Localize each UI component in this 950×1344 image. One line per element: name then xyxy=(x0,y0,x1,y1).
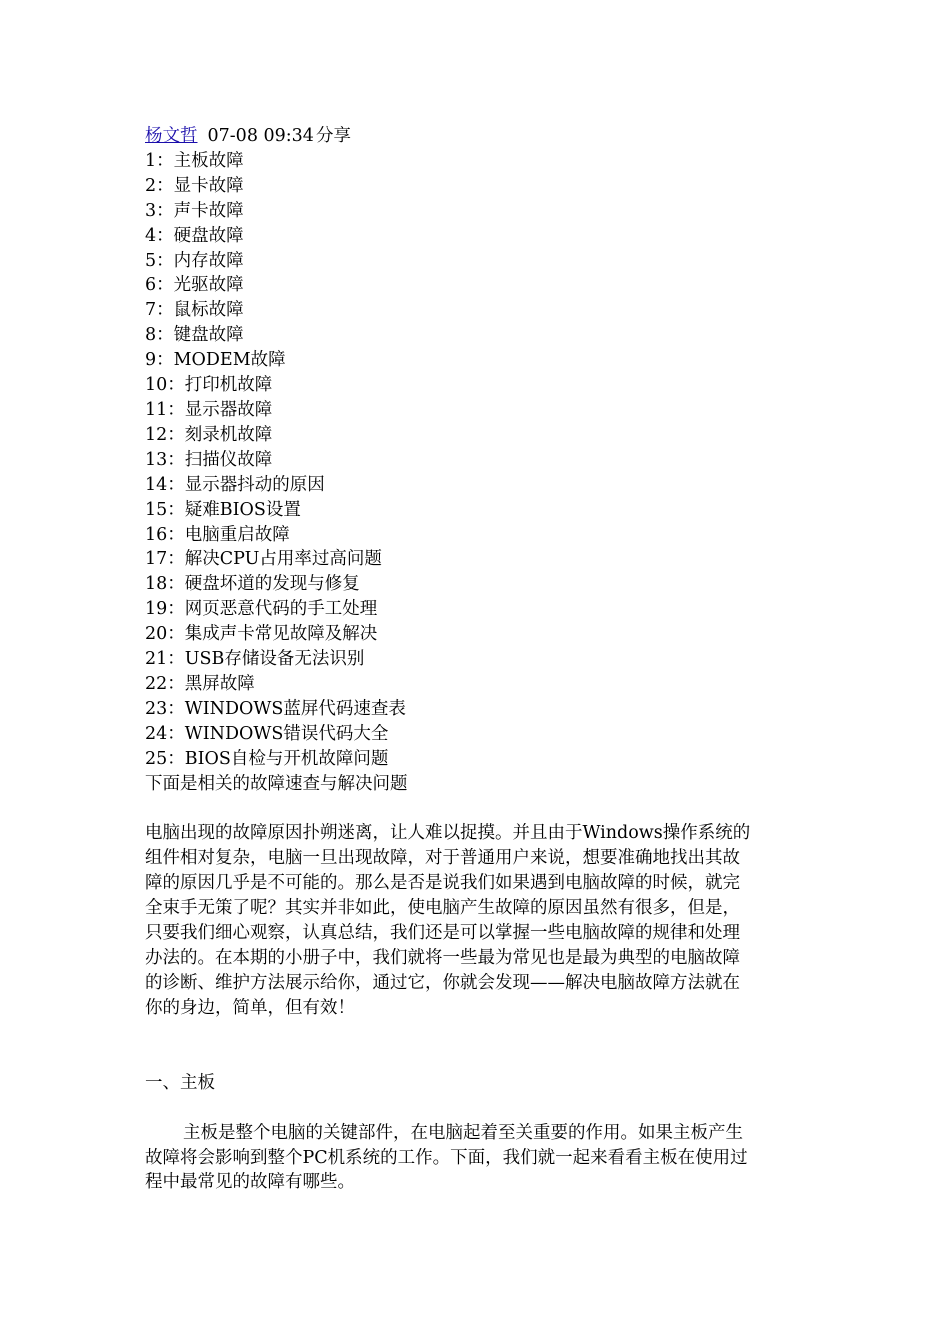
paragraph-line: 只要我们细心观察，认真总结，我们还是可以掌握一些电脑故障的规律和处理 xyxy=(145,923,740,944)
toc-item: 1：主板故障 xyxy=(145,150,244,171)
toc-item: 22：黑屏故障 xyxy=(145,673,255,694)
paragraph-line: 障的原因几乎是不可能的。那么是否是说我们如果遇到电脑故障的时候，就完 xyxy=(145,873,740,894)
toc-item: 10：打印机故障 xyxy=(145,375,273,396)
section-paragraph xyxy=(145,1121,810,1196)
toc-item: 11：显示器故障 xyxy=(145,399,273,420)
toc-item: 24：WINDOWS错误代码大全 xyxy=(145,723,389,744)
spacer xyxy=(145,1021,810,1071)
author-link[interactable]: 杨文哲 xyxy=(145,126,198,146)
toc-footer: 下面是相关的故障速查与解决问题 xyxy=(145,773,408,794)
toc-item: 17：解决CPU占用率过高问题 xyxy=(145,549,382,570)
toc-list xyxy=(145,149,810,772)
toc-item: 20：集成声卡常见故障及解决 xyxy=(145,624,378,645)
paragraph-line: 的诊断、维护方法展示给你，通过它，你就会发现——解决电脑故障方法就在 xyxy=(145,972,740,993)
toc-item: 6：光驱故障 xyxy=(145,275,244,296)
toc-item: 18：硬盘坏道的发现与修复 xyxy=(145,574,360,595)
toc-item: 9：MODEM故障 xyxy=(145,350,286,371)
section-heading: 一、主板 xyxy=(145,1072,215,1093)
paragraph-line xyxy=(145,1121,810,1146)
share-link[interactable]: 分享 xyxy=(315,126,351,146)
toc-item: 7：鼠标故障 xyxy=(145,300,244,321)
paragraph-line: 组件相对复杂，电脑一旦出现故障，对于普通用户来说，想要准确地找出其故 xyxy=(145,848,740,869)
spacer xyxy=(145,1096,810,1121)
toc-item: 14：显示器抖动的原因 xyxy=(145,474,325,495)
paragraph-line: 故障将会影响到整个PC机系统的工作。下面，我们就一起来看看主板在使用过 xyxy=(145,1147,748,1168)
toc-item: 8：键盘故障 xyxy=(145,325,244,346)
toc-item: 12：刻录机故障 xyxy=(145,424,273,445)
toc-item: 13：扫描仪故障 xyxy=(145,449,273,470)
paragraph-line: 办法的。在本期的小册子中，我们就将一些最为常见也是最为典型的电脑故障 xyxy=(145,948,740,968)
toc-item: 15：疑难BIOS设置 xyxy=(145,499,301,520)
toc-item: 25：BIOS自检与开机故障问题 xyxy=(145,748,389,769)
post-time: 07-08 09:34 xyxy=(207,126,314,146)
spacer xyxy=(145,796,810,821)
toc-item: 16：电脑重启故障 xyxy=(145,524,290,545)
toc-item: 21：USB存储设备无法识别 xyxy=(145,649,365,670)
toc-item: 4：硬盘故障 xyxy=(145,225,244,246)
paragraph-line: 电脑出现的故障原因扑朔迷离，让人难以捉摸。并且由于Windows操作系统的 xyxy=(145,823,751,844)
toc-item: 19：网页恶意代码的手工处理 xyxy=(145,599,378,620)
toc-item: 2：显卡故障 xyxy=(145,175,244,196)
paragraph-text: 主板是整个电脑的关键部件，在电脑起着至关重要的作用。如果主板产生 xyxy=(183,1122,743,1143)
paragraph-line: 全束手无策了呢？其实并非如此，使电脑产生故障的原因虽然有很多，但是， xyxy=(145,898,740,919)
paragraph-line: 你的身边，简单，但有效！ xyxy=(145,997,355,1018)
paragraph-line: 程中最常见的故障有哪些。 xyxy=(145,1172,355,1193)
post-header xyxy=(145,124,810,149)
toc-item: 3：声卡故障 xyxy=(145,200,244,221)
document-page xyxy=(145,124,810,1195)
toc-item: 5：内存故障 xyxy=(145,250,244,271)
toc-item: 23：WINDOWS蓝屏代码速查表 xyxy=(145,698,406,719)
intro-paragraph xyxy=(145,821,810,1020)
